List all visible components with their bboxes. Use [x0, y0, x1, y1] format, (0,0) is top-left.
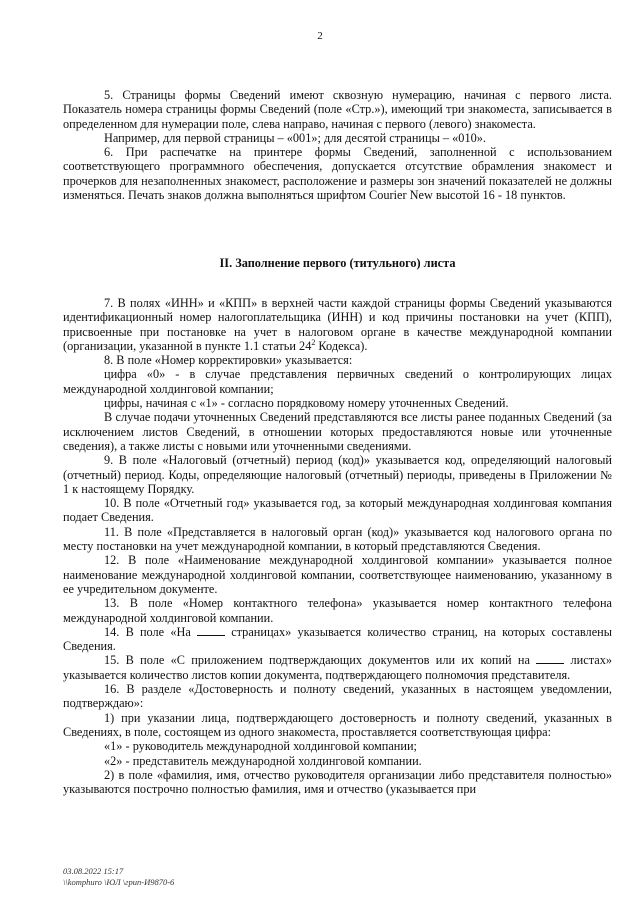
paragraph-8-zero: цифра «0» - в случае представления первичных сведений о контролирующих лицах международной холдинговой компании; — [63, 367, 612, 396]
paragraph-8: 8. В поле «Номер корректировки» указывается: — [104, 353, 353, 368]
section-1-text — [63, 88, 612, 202]
paragraph-14-tail: страницах» указывается количество страниц, на которых составлены Сведения. — [63, 624, 612, 654]
paragraph-12: 12. В поле «Наименование международной холдинговой компании» указывается полное наименование международной холдинговой компании, соответствующее наименованию, указанному в ее учредительном документе. — [63, 553, 612, 596]
paragraph-15-tail: листах» указывается количество листов копии документа, подтверждающего полномочия представителя. — [63, 653, 612, 682]
paragraph-6: 6. При распечатке на принтере формы Сведений, заполненной с использованием соответствующего программного обеспечения, допускается отсутствие обрамления знакомест и прочерков для незаполненных знакомест, расположение и размеры зон значений показателей не должны изменяться. Печать знаков должна выполняться шрифтом Courier New высотой 16 - 18 пунктов. — [63, 145, 612, 203]
page-number: 2 — [317, 30, 323, 42]
paragraph-7 — [63, 296, 612, 353]
paragraph-5-example: Например, для первой страницы – «001»; для десятой страницы – «010». — [104, 130, 486, 145]
paragraph-14-text: 14. В поле «На — [104, 624, 197, 639]
paragraph-7-text: 7. В полях «ИНН» и «КПП» в верхней части каждой страницы формы Сведений указываются идентификационный номер налогоплательщика (ИНН) и код причины постановки на учет (КПП), присвоенные при постановке на учет в налоговом органе в качестве международной компании (организации, указанной в пункте 1.1 статьи 24 — [63, 296, 612, 353]
paragraph-13: 13. В поле «Номер контактного телефона» указывается номер контактного телефона международной холдинговой компании. — [63, 596, 612, 625]
paragraph-15 — [63, 653, 612, 682]
section-title: II. Заполнение первого (титульного) листа — [219, 256, 456, 270]
paragraph-16-1: 1) при указании лица, подтверждающего достоверность и полноту сведений, указанных в Сведениях, в поле, состоящем из одного знакоместа, проставляется соответствующая цифра: — [63, 710, 612, 739]
paragraph-14 — [63, 625, 612, 654]
blank-underline — [197, 626, 225, 636]
paragraph-16-option-1: «1» - руководитель международной холдинговой компании; — [104, 739, 417, 754]
paragraph-7-tail: Кодекса). — [315, 338, 368, 353]
paragraph-5: 5. Страницы формы Сведений имеют сквозную нумерацию, начиная с первого листа. Показатель номера страницы формы Сведений (поле «Стр.»), имеющий три знакоместа, записывается в определенном для нумерации поле, слева направо, начиная с первого (левого) знакоместа. — [63, 88, 612, 131]
paragraph-9: 9. В поле «Налоговый (отчетный) период (код)» указывается код, определяющий налоговый (отчетный) период. Коды, определяющие налоговый (отчетный) периоды, приведены в Приложении № 1 к настоящему Порядку. — [63, 453, 612, 496]
paragraph-16-option-2: «2» - представитель международной холдинговой компании. — [104, 753, 422, 768]
paragraph-16: 16. В разделе «Достоверность и полноту сведений, указанных в настоящем уведомлении, подтверждаю»: — [63, 682, 612, 711]
section-2-text — [63, 296, 612, 796]
paragraph-10: 10. В поле «Отчетный год» указывается год, за который международная холдинговая компания подает Сведения. — [63, 496, 612, 525]
blank-underline — [536, 654, 564, 664]
paragraph-8-one: цифры, начиная с «1» - согласно порядковому номеру уточненных Сведений. — [104, 396, 509, 411]
paragraph-11: 11. В поле «Представляется в налоговый орган (код)» указывается код налогового органа по месту постановки на учет международной компании, в который представляются Сведения. — [63, 524, 612, 554]
print-timestamp: 03.08.2022 15:17 — [63, 866, 124, 876]
print-footer — [63, 866, 174, 888]
file-path: \\komphuro \ЮЛ \грип-И9870-6 — [63, 877, 175, 887]
paragraph-8-note: В случае подачи уточненных Сведений представляются все листы ранее поданных Сведений (за исключением листов Сведений, в отношении которых предоставляются новые или уточненные сведения), а также листы с новыми или уточненными сведениями. — [63, 410, 612, 453]
paragraph-16-2: 2) в поле «фамилия, имя, отчество руководителя организации либо представителя полностью» указываются построчно полностью фамилия, имя и отчество (указывается при — [63, 767, 612, 797]
paragraph-7-superscript: 2 — [311, 337, 316, 347]
paragraph-15-text: 15. В поле «С приложением подтверждающих документов или их копий на — [104, 653, 537, 668]
